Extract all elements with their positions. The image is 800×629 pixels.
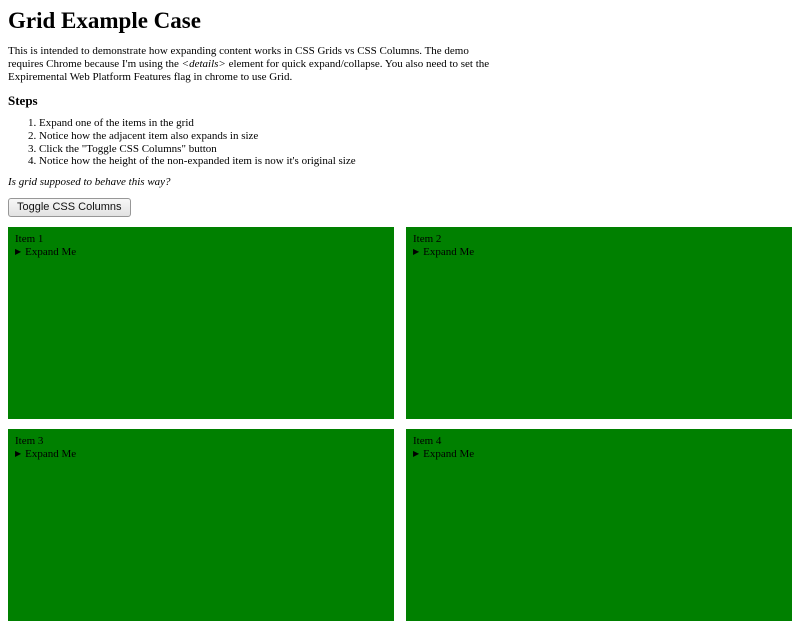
toggle-css-columns-button[interactable]: Toggle CSS Columns [8,198,131,217]
details-element-code: <details> [181,58,226,71]
details-marker-icon: ▶ [15,247,22,257]
item-label: Item 1 [15,232,44,245]
intro-paragraph [8,45,495,83]
step-item-3: 3. Click the "Toggle CSS Columns" button [39,143,792,156]
step-item-4: 4. Notice how the height of the non-expanded item is now it's original size [39,155,792,168]
details-marker-icon: ▶ [413,449,420,459]
expand-me-label: Expand Me [423,448,475,461]
intro-text-after: element for quick expand/collapse. You also need to set the Expiremental Web Platform Features flag in chrome to use Grid. [8,58,490,83]
grid-item-1 [8,227,394,419]
expand-details [413,246,785,259]
details-marker-icon: ▶ [15,449,22,459]
expand-summary[interactable] [413,246,785,259]
expand-summary[interactable] [15,448,387,461]
expand-summary[interactable] [15,246,387,259]
page-title: Grid Example Case [8,8,201,33]
expand-me-label: Expand Me [25,448,77,461]
steps-heading: Steps [8,93,38,109]
item-label: Item 4 [413,434,442,447]
item-label: Item 2 [413,232,442,245]
step-item-1: 1. Expand one of the items in the grid [39,117,792,130]
grid-item-2 [406,227,792,419]
step-item-2: 2. Notice how the adjacent item also expands in size [39,130,792,143]
details-marker-icon: ▶ [413,247,420,257]
item-label: Item 3 [15,434,44,447]
grid-item-4 [406,429,792,621]
steps-list [8,117,792,168]
intro-text-before: This is intended to demonstrate how expanding content works in CSS Grids vs CSS Columns. The demo requires Chrome because I'm using the [8,45,469,71]
expand-details [15,448,387,461]
expand-details [15,246,387,259]
grid-item-3 [8,429,394,621]
items-grid [8,227,792,621]
expand-summary[interactable] [413,448,785,461]
expand-details [413,448,785,461]
expand-me-label: Expand Me [25,246,77,259]
question-text: Is grid supposed to behave this way? [8,175,171,188]
expand-me-label: Expand Me [423,246,475,259]
